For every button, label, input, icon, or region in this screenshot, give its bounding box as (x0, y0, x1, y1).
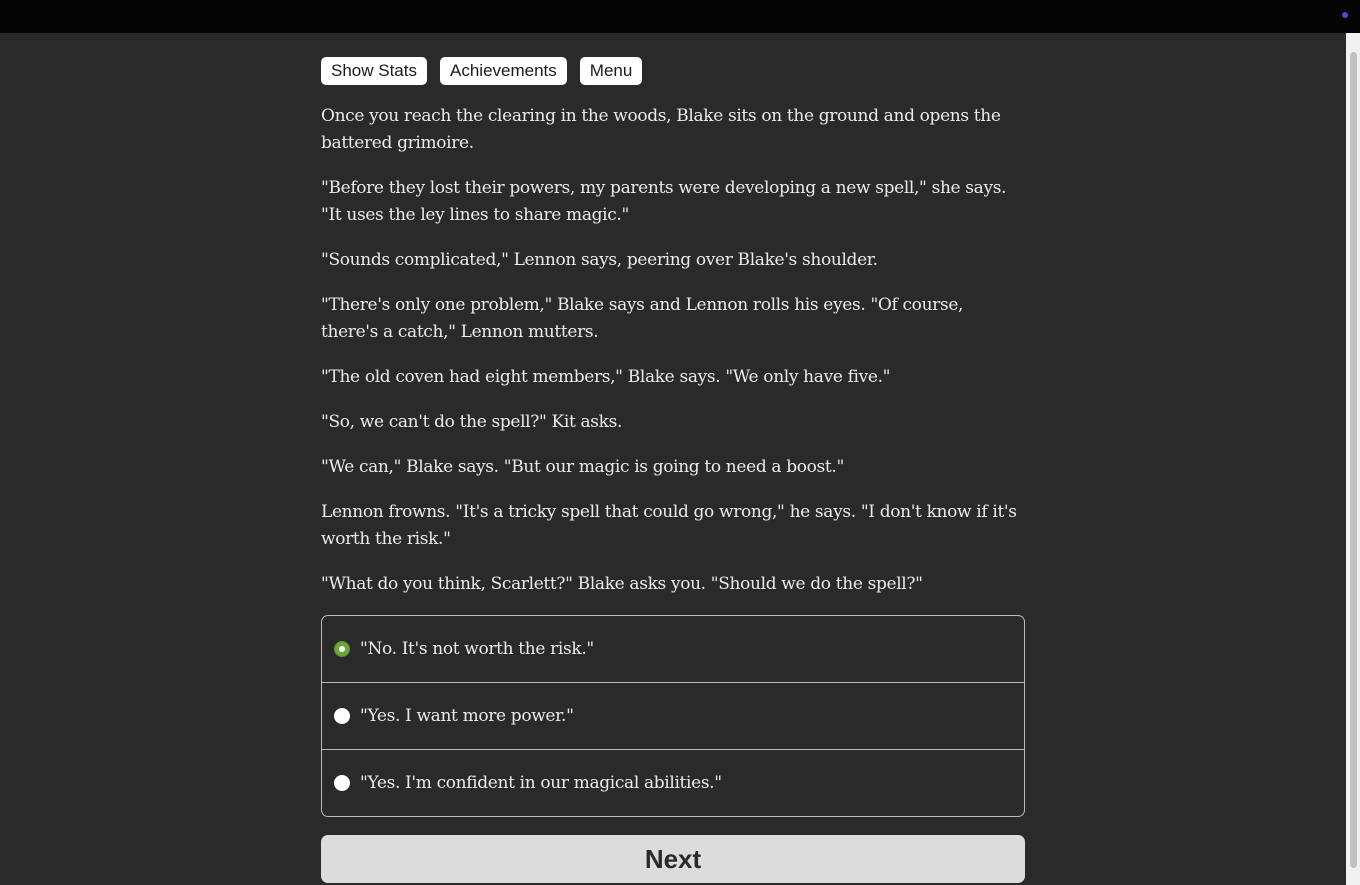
story-paragraph: "There's only one problem," Blake says and Lennon rolls his eyes. "Of course, there's a catch," Lennon mutters. (321, 295, 964, 342)
radio-button-icon[interactable] (334, 708, 350, 724)
menu-button[interactable]: Menu (580, 57, 643, 85)
story-paragraph: "We can," Blake says. "But our magic is going to need a boost." (321, 457, 844, 477)
status-dot-icon (1342, 12, 1348, 18)
choice-list (321, 615, 1025, 817)
story-paragraph: "Sounds complicated," Lennon says, peering over Blake's shoulder. (321, 250, 878, 270)
radio-button-icon[interactable] (334, 641, 350, 657)
story-paragraph: "What do you think, Scarlett?" Blake asks you. "Should we do the spell?" (321, 574, 923, 594)
choice-label: "Yes. I'm confident in our magical abilities." (360, 773, 722, 793)
choice-label: "No. It's not worth the risk." (360, 639, 594, 659)
choice-option[interactable] (322, 750, 1024, 816)
toolbar (321, 57, 642, 85)
story-paragraph: "So, we can't do the spell?" Kit asks. (321, 412, 623, 432)
choice-option[interactable] (322, 616, 1024, 683)
story-paragraph: "Before they lost their powers, my parents were developing a new spell," she says. "It uses the ley lines to share magic." (321, 178, 1007, 225)
scrollbar-thumb[interactable] (1350, 52, 1357, 868)
story-paragraph: "The old coven had eight members," Blake says. "We only have five." (321, 367, 891, 387)
game-page (0, 33, 1346, 885)
achievements-button[interactable]: Achievements (440, 57, 567, 85)
story-paragraph: Once you reach the clearing in the woods, Blake sits on the ground and opens the battered grimoire. (321, 106, 1001, 153)
story-text (321, 103, 1025, 616)
choice-option[interactable] (322, 683, 1024, 750)
show-stats-button[interactable]: Show Stats (321, 57, 427, 85)
story-paragraph: Lennon frowns. "It's a tricky spell that could go wrong," he says. "I don't know if it's worth the risk." (321, 502, 1017, 549)
radio-button-icon[interactable] (334, 775, 350, 791)
next-button[interactable]: Next (321, 835, 1025, 883)
browser-top-bar (0, 0, 1360, 33)
choice-label: "Yes. I want more power." (360, 706, 574, 726)
